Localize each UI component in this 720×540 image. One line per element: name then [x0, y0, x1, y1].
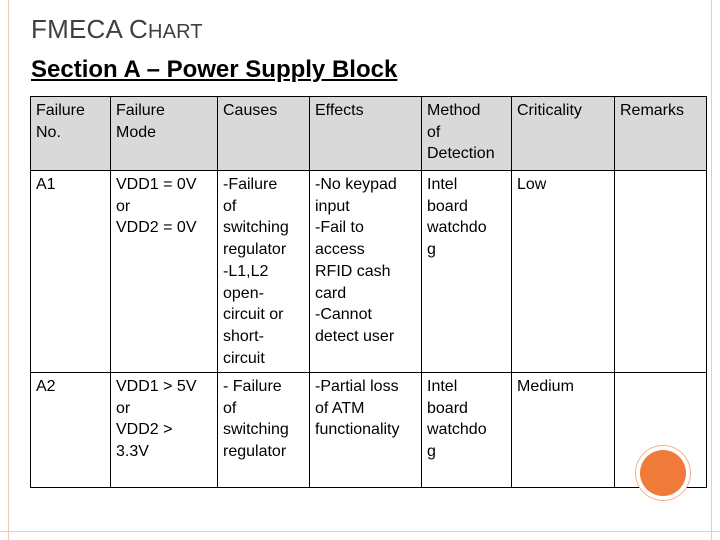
header-method-of-detection: Method of Detection — [422, 97, 512, 171]
table-row — [31, 373, 707, 488]
header-failure-mode: Failure Mode — [111, 97, 218, 171]
cell-method-of-detection: Intel board watchdo g — [422, 171, 512, 373]
header-effects: Effects — [310, 97, 422, 171]
cell-method-of-detection: Intel board watchdo g — [422, 373, 512, 488]
header-causes: Causes — [218, 97, 310, 171]
header-criticality: Criticality — [512, 97, 615, 171]
slide-title-prefix: FMECA C — [31, 14, 148, 44]
slide-border-right — [711, 0, 712, 540]
header-remarks: Remarks — [615, 97, 707, 171]
cell-criticality: Medium — [512, 373, 615, 488]
header-failure-no: Failure No. — [31, 97, 111, 171]
slide-title-smallcaps: HART — [147, 21, 203, 43]
cell-effects: -No keypad input -Fail to access RFID cash card -Cannot detect user — [310, 171, 422, 373]
fmeca-table — [30, 96, 707, 488]
cell-failure-no: A2 — [31, 373, 111, 488]
decorative-orange-circle — [640, 450, 686, 496]
slide-border-bottom — [0, 531, 720, 532]
cell-failure-no: A1 — [31, 171, 111, 373]
cell-causes: - Failure of switching regulator — [218, 373, 310, 488]
table-row — [31, 171, 707, 373]
section-subtitle: Section A – Power Supply Block — [31, 56, 398, 83]
cell-failure-mode: VDD1 > 5V or VDD2 > 3.3V — [111, 373, 218, 488]
slide-title — [31, 14, 203, 45]
cell-remarks — [615, 171, 707, 373]
cell-failure-mode: VDD1 = 0V or VDD2 = 0V — [111, 171, 218, 373]
cell-causes: -Failure of switching regulator -L1,L2 open- circuit or short- circuit — [218, 171, 310, 373]
slide-border-left — [8, 0, 9, 540]
cell-criticality: Low — [512, 171, 615, 373]
cell-effects: -Partial loss of ATM functionality — [310, 373, 422, 488]
table-header-row — [31, 97, 707, 171]
